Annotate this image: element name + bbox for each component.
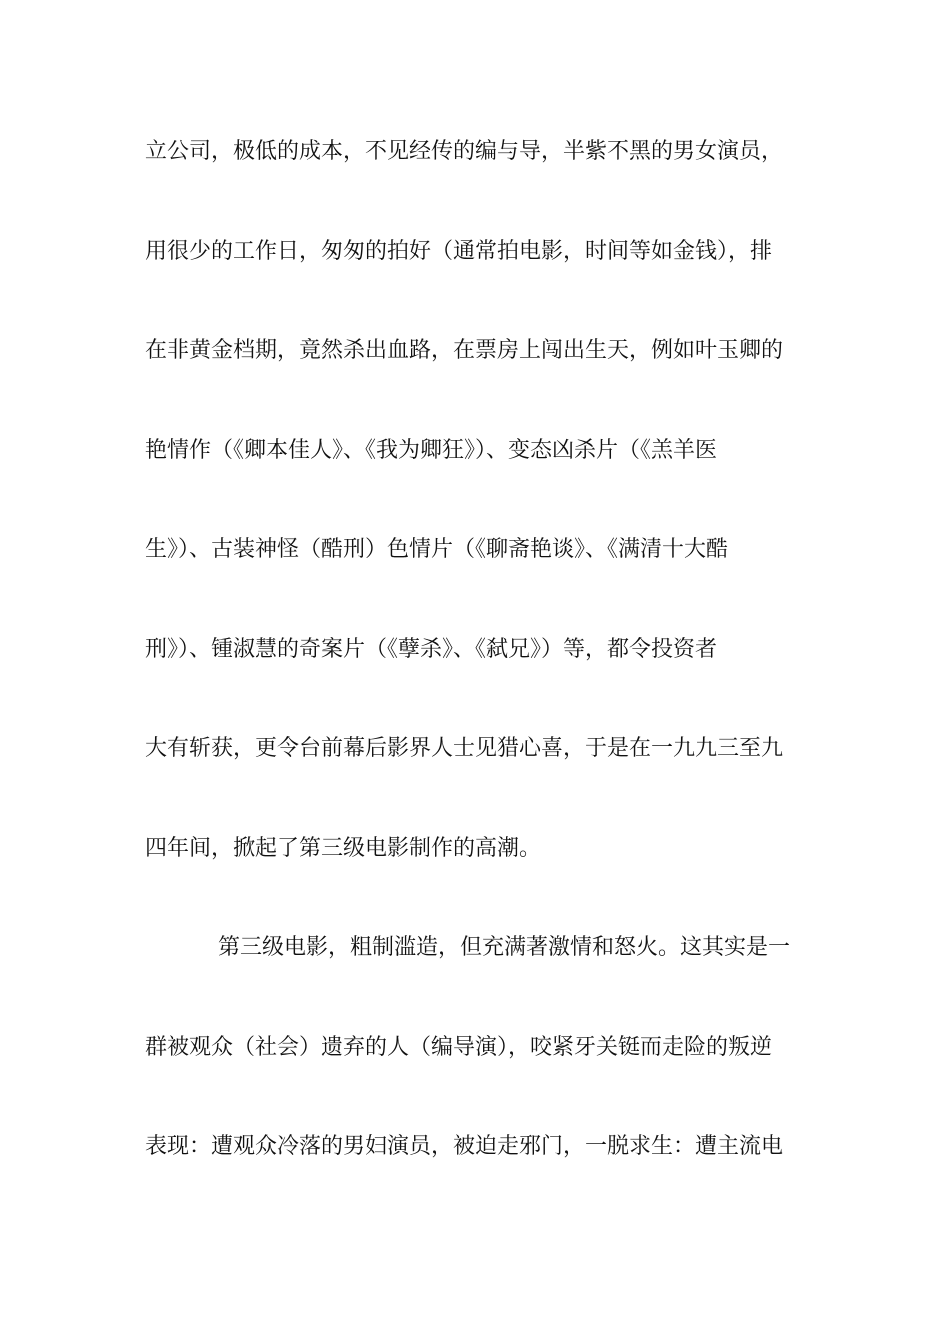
text-line-3: 在非黄金档期，竟然杀出血路，在票房上闯出生天，例如叶玉卿的 xyxy=(145,338,784,363)
text-line-8: 四年间，掀起了第三级电影制作的高潮。 xyxy=(145,835,542,861)
text-line-7: 大有斩获，更令台前幕后影界人士见猎心喜，于是在一九九三至九 xyxy=(145,736,784,761)
text-line-2: 用很少的工作日，匆匆的拍好（通常拍电影，时间等如金钱），排 xyxy=(145,238,773,264)
text-line-11: 表现：遭观众冷落的男妇演员，被迫走邪门，一脱求生：遭主流电 xyxy=(145,1134,784,1159)
text-line-4: 艳情作（《卿本佳人》、《我为卿狂》）、变态凶杀片（《羔羊医 xyxy=(145,437,718,463)
text-line-5: 生》）、古装神怪（酷刑）色情片（《聊斋艳谈》、《满清十大酷 xyxy=(145,537,729,562)
paragraph-start-line: 第三级电影，粗制滥造，但充满著激情和怒火。这其实是一 xyxy=(218,935,791,960)
text-line-6: 刑》）、锺淑慧的奇案片（《孽杀》、《弑兄》）等，都令投资者 xyxy=(145,636,718,662)
text-line-10: 群被观众（社会）遗弃的人（编导演），咬紧牙关铤而走险的叛逆 xyxy=(145,1034,773,1060)
body-text xyxy=(145,128,810,1223)
text-line-1: 立公司，极低的成本，不见经传的编与导，半紫不黑的男女演员， xyxy=(145,139,784,164)
